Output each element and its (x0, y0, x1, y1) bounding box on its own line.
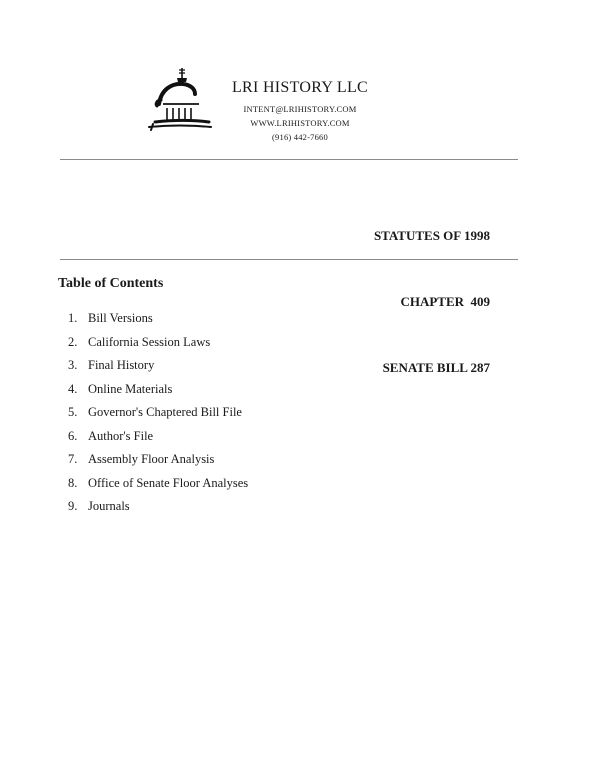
toc-item (68, 307, 248, 331)
toc-item (68, 495, 248, 519)
toc-item-label: Online Materials (88, 381, 173, 396)
toc-item-number: 8. (68, 475, 78, 490)
toc-item (68, 401, 248, 425)
toc-item-number: 3. (68, 358, 78, 372)
toc-item-label: Journals (88, 499, 130, 513)
toc-item-label: Author's File (88, 428, 154, 443)
statute-block (374, 181, 490, 401)
top-divider (60, 159, 518, 160)
toc-item-number: 5. (68, 405, 78, 419)
toc-item (68, 354, 248, 378)
toc-item (68, 378, 248, 402)
bottom-divider (60, 259, 518, 260)
company-email: INTENT@LRIHISTORY.COM (243, 104, 357, 114)
company-header (200, 78, 400, 144)
toc-item-number: 9. (68, 499, 78, 513)
statute-bill: SENATE BILL 287 (382, 360, 490, 375)
company-phone: (916) 442-7660 (272, 132, 328, 142)
toc-item-label: Bill Versions (88, 311, 153, 325)
toc-item (68, 331, 248, 355)
statute-year: STATUTES OF 1998 (373, 228, 490, 243)
toc-item-number: 2. (68, 334, 78, 349)
toc-item-number: 6. (68, 428, 78, 443)
statute-chapter: CHAPTER 409 (400, 294, 490, 309)
company-name: LRI HISTORY LLC (231, 79, 369, 96)
toc-item-number: 1. (68, 311, 78, 325)
toc-item-label: California Session Laws (88, 334, 211, 349)
toc-item-number: 7. (68, 452, 78, 466)
toc-item-number: 4. (68, 381, 78, 396)
toc-title: Table of Contents (58, 276, 164, 291)
toc-list (68, 307, 248, 519)
toc-item-label: Governor's Chaptered Bill File (88, 405, 242, 419)
toc-item (68, 425, 248, 449)
toc-item-label: Final History (88, 358, 155, 372)
toc-item (68, 472, 248, 496)
company-website: WWW.LRIHISTORY.COM (250, 118, 350, 128)
toc-item (68, 448, 248, 472)
toc-item-label: Assembly Floor Analysis (88, 452, 215, 466)
toc-item-label: Office of Senate Floor Analyses (88, 475, 249, 490)
